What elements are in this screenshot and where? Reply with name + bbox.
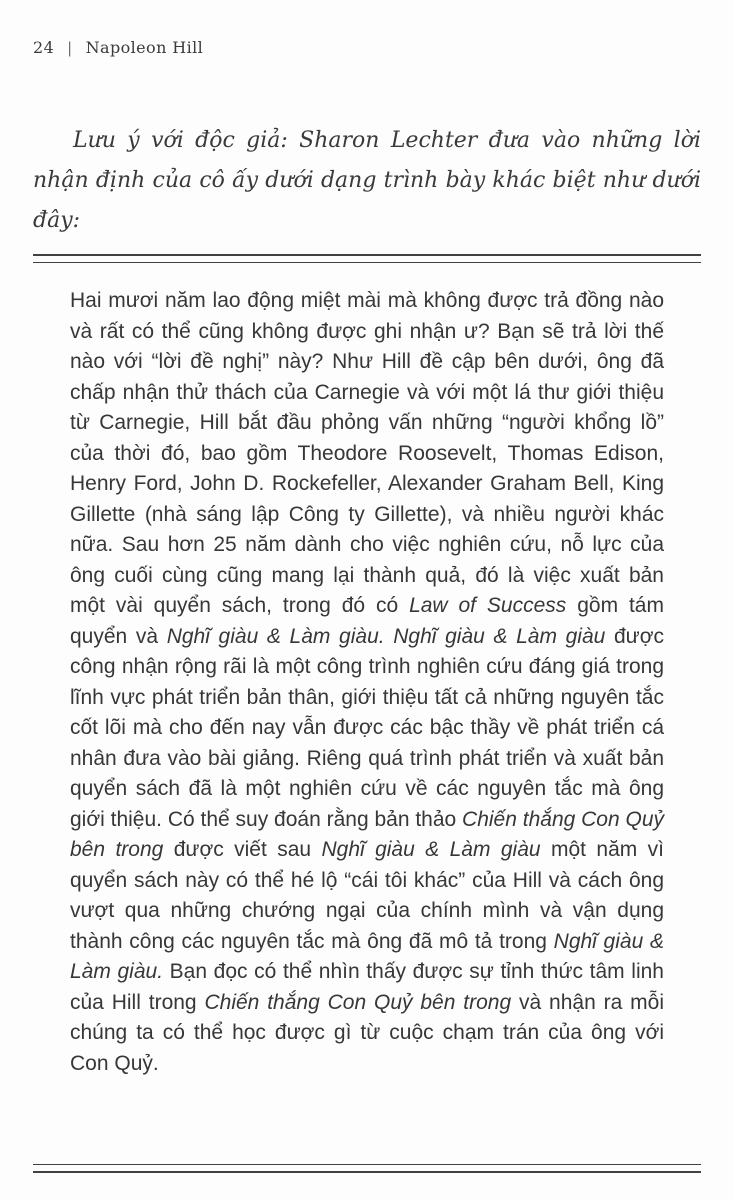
reader-note: Lưu ý với độc giả: Sharon Lechter đưa vào những lời nhận định của cô ấy dưới dạng trình bày khác biệt như dưới đây: (33, 128, 701, 233)
page-header (33, 38, 701, 57)
book-title-emphasis: Nghĩ giàu & Làm giàu (393, 624, 606, 648)
quote-text (385, 625, 394, 648)
book-title-emphasis: Law of Success (409, 594, 567, 617)
bottom-divider (33, 1164, 701, 1173)
quote-text: một năm vì quyển sách này có thể hé lộ “cái tôi khác” của Hill và cách ông vượt qua những chướng ngại của chính mình và vận dụng thành công các nguyên tắc mà ông đã mô tả trong (70, 838, 664, 953)
quote-text: và nhận ra mỗi chúng ta có thể học được gì từ cuộc chạm trán của ông với Con Quỷ. (70, 990, 664, 1075)
commentary-quote (33, 263, 701, 1148)
quote-text: Bạn đọc có thể nhìn thấy được sự tỉnh thức tâm linh của Hill trong (70, 960, 664, 1014)
top-divider (33, 254, 701, 263)
book-title-emphasis: Nghĩ giàu & Làm giàu. (70, 929, 664, 983)
quote-text: được công nhận rộng rãi là một công trình nghiên cứu đáng giá trong lĩnh vực phát triển bản thân, giới thiệu tất cả những nguyên tắc cốt lõi mà cho đến nay vẫn được các bậc thầy về phát triển cá nhân đưa vào bài giảng. Riêng quá trình phát triển và xuất bản quyển sách đã là một nghiên cứu về các nguyên tắc mà ông giới thiệu. Có thể suy đoán rằng bản thảo (70, 624, 664, 831)
page-number: 24 (33, 38, 55, 57)
quote-text: Hai mươi năm lao động miệt mài mà không được trả đồng nào và rất có thể cũng không được ghi nhận ư? Bạn sẽ trả lời thế nào với “lời đề nghị” này? Như Hill đề cập bên dưới, ông đã chấp nhận thử thách của Carnegie và với một lá thư giới thiệu từ Carnegie, Hill bắt đầu phỏng vấn những “người khổng lồ” của thời đó, bao gồm Theodore Roosevelt, Thomas Edison, Henry Ford, John D. Rockefeller, Alexander Graham Bell, King Gillette (nhà sáng lập Công ty Gillette), và nhiều người khác nữa. Sau hơn 25 năm dành cho việc nghiên cứu, nỗ lực của ông cuối cùng cũng mang lại thành quả, đó là việc xuất bản một vài quyển sách, trong đó có (70, 289, 664, 617)
book-title-emphasis: Nghĩ giàu & Làm giàu (321, 838, 541, 861)
quote-text: gồm tám quyển và (70, 594, 664, 648)
book-title-emphasis: Chiến thắng Con Quỷ bên trong (204, 990, 512, 1014)
running-head: Napoleon Hill (85, 38, 204, 57)
book-title-emphasis: Chiến thắng Con Quỷ bên trong (70, 807, 665, 861)
book-title-emphasis: Nghĩ giàu & Làm giàu. (166, 624, 385, 648)
header-separator: | (67, 39, 73, 57)
quote-text: được viết sau (163, 838, 322, 861)
